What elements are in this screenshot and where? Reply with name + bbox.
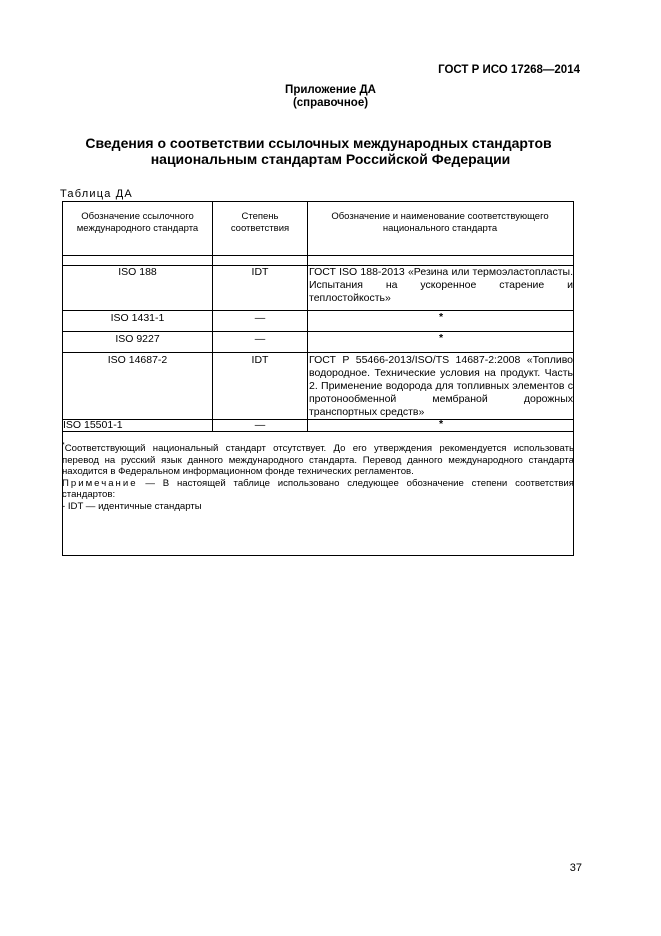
footnote-text-paragraph bbox=[62, 443, 574, 478]
footnote-text: Соответствующий национальный стандарт отсутствует. До его утверждения рекомендуется использовать перевод на русский язык данного международного стандарта. Перевод данного международного стандарта находится в Федеральном информационном фонде технических регламентов. bbox=[62, 443, 574, 477]
table-row-national: * bbox=[438, 311, 444, 323]
footnote-mark: * bbox=[62, 441, 65, 449]
header-national-standard: Обозначение и наименование соответствующего национального стандарта bbox=[331, 211, 549, 234]
appendix-subtitle: (справочное) bbox=[292, 97, 369, 109]
header-divider bbox=[63, 255, 573, 256]
table-row-national: ГОСТ ISO 188-2013 «Резина или термоэластопласты. Испытания на ускоренное старение и теплостойкость» bbox=[309, 266, 573, 304]
page-number: 37 bbox=[569, 862, 582, 874]
note-text: — В настоящей таблице использовано следующее обозначение степени соответствия стандартов: bbox=[62, 477, 574, 500]
note-paragraph bbox=[62, 478, 574, 501]
table-caption: Таблица ДА bbox=[60, 188, 133, 200]
appendix-title: Приложение ДА bbox=[285, 84, 376, 96]
table-row-degree: — bbox=[254, 419, 266, 431]
table-row-intl: ISO 14687-2 bbox=[107, 354, 168, 366]
table-row-national: * bbox=[438, 332, 444, 344]
document-code: ГОСТ Р ИСО 17268—2014 bbox=[438, 64, 580, 76]
idt-line: - IDT — идентичные стандарты bbox=[62, 500, 202, 512]
table-row-national: ГОСТ Р 55466-2013/ISO/TS 14687-2:2008 «Топливо водородное. Технические условия на продукт. Часть 2. Применение водорода для топливных элементов с протонообменной мембраной дорожных транспортных средств» bbox=[309, 354, 573, 418]
col-divider bbox=[307, 202, 308, 431]
table-row-national: * bbox=[438, 418, 444, 430]
table-row-degree: IDT bbox=[251, 354, 269, 366]
section-title-line2: национальным стандартам Российской Федерации bbox=[150, 151, 511, 167]
row-divider bbox=[63, 352, 573, 353]
table-row-intl: ISO 9227 bbox=[115, 333, 160, 345]
table-footnote bbox=[62, 443, 574, 512]
table-row-degree: IDT bbox=[251, 266, 269, 278]
table-row-intl: ISO 15501-1 bbox=[63, 419, 123, 431]
header-degree: Степень соответствия bbox=[230, 211, 290, 234]
section-title-line1: Сведения о соответствии ссылочных международных стандартов bbox=[85, 135, 552, 151]
table-row-intl: ISO 1431-1 bbox=[110, 312, 165, 324]
table-row-degree: — bbox=[254, 333, 266, 345]
note-label: Примечание bbox=[62, 477, 138, 489]
table-row-degree: — bbox=[254, 312, 266, 324]
table-row-intl: ISO 188 bbox=[118, 266, 157, 278]
header-intl-standard: Обозначение ссылочного международного стандарта bbox=[76, 211, 199, 234]
